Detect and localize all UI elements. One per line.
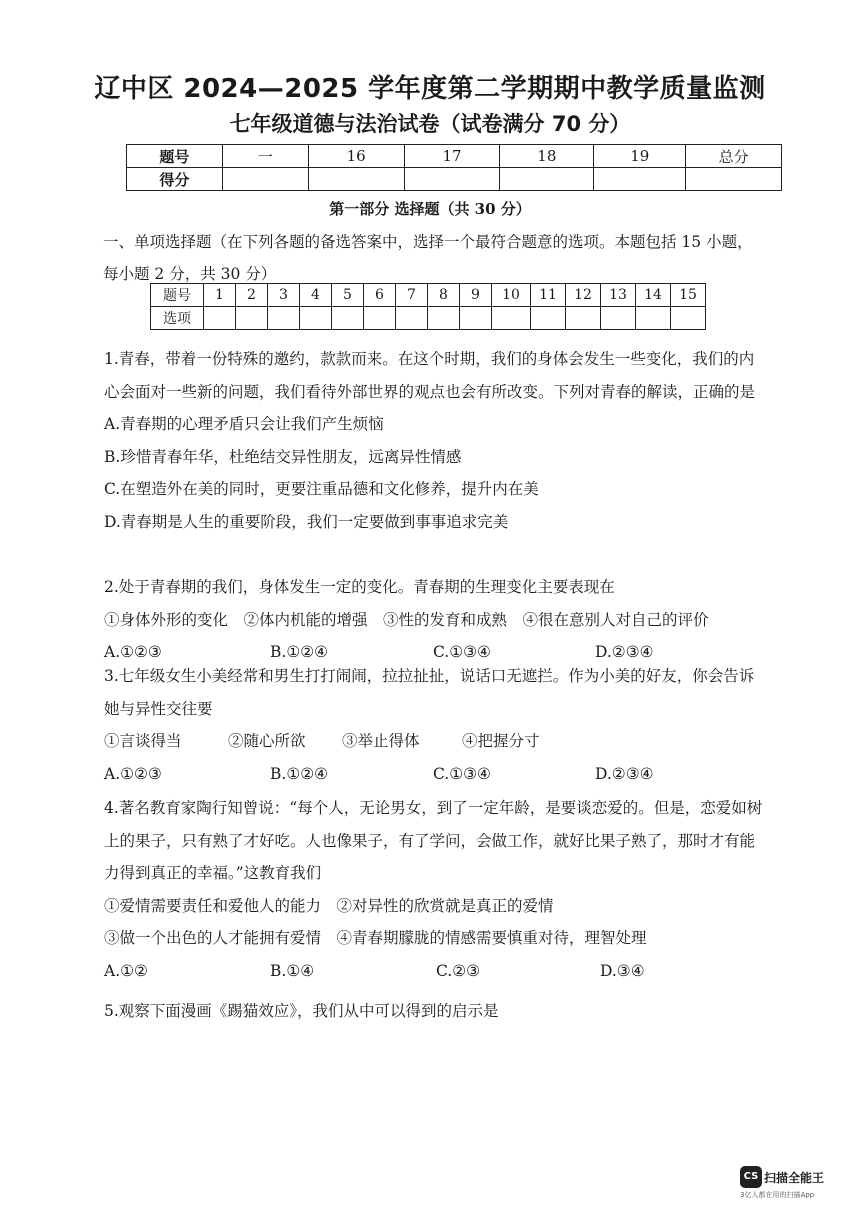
answer-cell <box>364 307 396 330</box>
answer-cell <box>531 307 566 330</box>
question-stem: 1.青春，带着一份特殊的邀约，款款而来。在这个时期，我们的身体会发生一些变化，我们的内心会面对一些新的问题，我们看待外部世界的观点也会有所改变。下列对青春的解读，正确的是 <box>104 350 756 401</box>
score-header-cell: 16 <box>308 145 404 168</box>
answer-number: 3 <box>268 284 300 307</box>
option-c: C.在塑造外在美的同时，更要注重品德和文化修养，提升内在美 <box>104 480 539 499</box>
answer-cell <box>492 307 531 330</box>
options-row <box>104 955 764 988</box>
answer-number: 8 <box>428 284 460 307</box>
answer-table-option-row <box>151 307 706 330</box>
question-stem: 2.处于青春期的我们，身体发生一定的变化。青春期的生理变化主要表现在 <box>104 578 615 596</box>
answer-number: 10 <box>492 284 531 307</box>
option-a: A.①② <box>104 961 148 980</box>
statements-line-2: ③做一个出色的人才能拥有爱情 ④青春期朦胧的情感需要慎重对待，理智处理 <box>104 929 647 948</box>
answer-number: 9 <box>460 284 492 307</box>
question-5 <box>104 995 764 1028</box>
answer-cell <box>396 307 428 330</box>
option-b: B.①②④ <box>270 643 329 662</box>
brand-name: 扫描全能王 <box>764 1170 825 1185</box>
answer-row-label: 选项 <box>151 307 204 330</box>
option-c: C.②③ <box>436 961 481 980</box>
question-1 <box>104 343 764 539</box>
section-title: 一、单项选择题（在下列各题的备选答案中，选择一个最符合题意的选项。本题包括 15 小题，每小题 2 分，共 30 分） <box>103 233 753 283</box>
answer-cell <box>566 307 601 330</box>
question-stem: 4.著名教育家陶行知曾说：“每个人，无论男女，到了一定年龄，是要谈恋爱的。但是，恋爱如树上的果子，只有熟了才好吃。人也像果子，有了学问，会做工作，就好比果子熟了，那时才有能力得到真正的幸福。”这教育我们 <box>104 799 763 883</box>
score-row-label: 得分 <box>127 168 223 191</box>
option-d: D.青春期是人生的重要阶段，我们一定要做到事事追求完美 <box>104 512 509 531</box>
score-cell <box>594 168 686 191</box>
answer-number: 13 <box>601 284 636 307</box>
score-table <box>126 144 782 191</box>
option-c: C.①③④ <box>433 764 491 783</box>
score-cell <box>308 168 404 191</box>
camscanner-logo-icon: CS <box>740 1166 762 1188</box>
answer-number: 2 <box>236 284 268 307</box>
statements: ①身体外形的变化 ②体内机能的增强 ③性的发育和成熟 ④很在意别人对自己的评价 <box>104 610 709 629</box>
statement-1: ①言谈得当 <box>104 732 182 751</box>
answer-cell <box>460 307 492 330</box>
statements <box>104 725 764 758</box>
answer-number: 11 <box>531 284 566 307</box>
answer-number: 15 <box>671 284 706 307</box>
question-4 <box>104 792 764 988</box>
answer-cell <box>636 307 671 330</box>
answer-cell <box>428 307 460 330</box>
statement-2: ②随心所欲 <box>228 732 306 751</box>
score-header-cell: 19 <box>594 145 686 168</box>
answer-cell <box>671 307 706 330</box>
answer-cell <box>236 307 268 330</box>
answer-number: 14 <box>636 284 671 307</box>
score-cell <box>404 168 500 191</box>
score-table-header-row <box>127 145 782 168</box>
question-stem: 5.观察下面漫画《踢猫效应》，我们从中可以得到的启示是 <box>104 1002 499 1020</box>
option-b: B.珍惜青春年华，杜绝结交异性朋友，远离异性情感 <box>104 447 462 466</box>
statement-4: ④把握分寸 <box>462 732 540 751</box>
option-a: A.青春期的心理矛盾只会让我们产生烦恼 <box>104 415 384 434</box>
part-title: 第一部分 选择题（共 30 分） <box>329 200 531 218</box>
scanner-watermark <box>740 1166 840 1200</box>
statement-3: ③举止得体 <box>342 732 420 751</box>
score-cell <box>686 168 782 191</box>
answer-number: 1 <box>204 284 236 307</box>
answer-number: 7 <box>396 284 428 307</box>
answer-cell <box>300 307 332 330</box>
option-d: D.②③④ <box>595 764 654 783</box>
exam-subtitle: 七年级道德与法治试卷（试卷满分 70 分） <box>229 112 631 136</box>
score-cell <box>222 168 308 191</box>
score-header-cell: 题号 <box>127 145 223 168</box>
score-header-cell: 18 <box>500 145 594 168</box>
options-row <box>104 758 764 791</box>
answer-number: 6 <box>364 284 396 307</box>
answer-cell <box>204 307 236 330</box>
question-3 <box>104 660 764 790</box>
score-header-cell: 17 <box>404 145 500 168</box>
score-header-cell: 总分 <box>686 145 782 168</box>
option-d: D.③④ <box>600 961 645 980</box>
question-stem: 3.七年级女生小美经常和男生打打闹闹，拉拉扯扯，说话口无遮拦。作为小美的好友，你会告诉她与异性交往要 <box>104 667 755 718</box>
option-a: A.①②③ <box>104 643 162 662</box>
score-cell <box>500 168 594 191</box>
answer-table <box>150 283 706 330</box>
answer-table-number-row <box>151 284 706 307</box>
score-table-score-row <box>127 168 782 191</box>
option-a: A.①②③ <box>104 764 162 783</box>
answer-cell <box>268 307 300 330</box>
answer-table-label: 题号 <box>151 284 204 307</box>
answer-cell <box>601 307 636 330</box>
score-header-cell: 一 <box>222 145 308 168</box>
answer-number: 4 <box>300 284 332 307</box>
brand-tagline: 3亿人都在用的扫描App <box>740 1191 815 1199</box>
answer-number: 12 <box>566 284 601 307</box>
option-d: D.②③④ <box>595 643 654 662</box>
exam-title: 辽中区 2024—2025 学年度第二学期期中教学质量监测 <box>94 74 766 104</box>
option-b: B.①②④ <box>270 764 329 783</box>
option-c: C.①③④ <box>433 643 491 662</box>
answer-number: 5 <box>332 284 364 307</box>
question-2 <box>104 571 764 669</box>
option-b: B.①④ <box>270 961 315 980</box>
statements-line-1: ①爱情需要责任和爱他人的能力 ②对异性的欣赏就是真正的爱情 <box>104 896 554 915</box>
answer-cell <box>332 307 364 330</box>
